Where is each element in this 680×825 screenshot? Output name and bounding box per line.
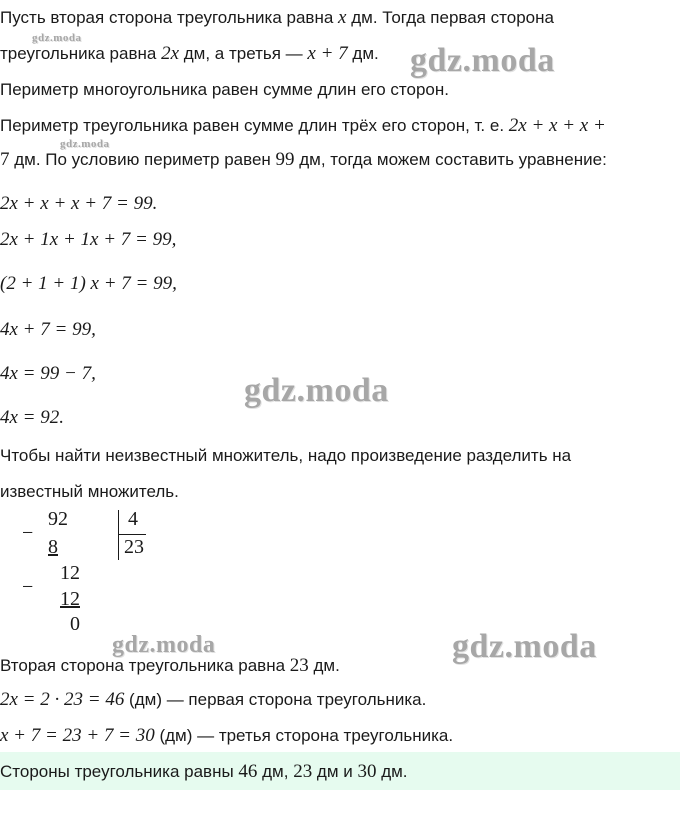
text-line-10 [0,726,453,746]
math-num: 46 [238,761,258,782]
equation-1: 2x + x + x + 7 = 99. [0,193,158,214]
text: дм, [257,762,294,781]
math-num: 30 [357,761,377,782]
text-line-3: Периметр многоугольника равен сумме длин его сторон. [0,80,449,99]
equation-6: 4x = 92. [0,407,65,428]
dividend: 92 [48,508,68,530]
text-line-6: Чтобы найти неизвестный множитель, надо произведение разделить на [0,446,572,465]
watermark-big: gdz.moda [244,372,389,409]
math-num: 23 [293,761,313,782]
subtrahend-2: 12 [60,588,80,610]
text: треугольника равна [0,44,162,63]
text: (дм) — первая сторона треугольника. [124,690,427,709]
text: Периметр треугольника равен сумме длин трёх его сторон, т. е. [0,116,509,135]
watermark-small: gdz.moda [32,32,82,44]
math-expr: x + 7 [307,43,348,64]
watermark-medium: gdz.moda [112,632,216,658]
text: дм. По условию периметр равен [9,150,276,169]
text: (дм) — третья сторона треугольника. [154,726,454,745]
text-line-2 [0,44,379,64]
math-expr: 2x + x + x + [508,115,606,136]
text-line-7: известный множитель. [0,482,179,501]
text-line-4 [0,116,606,136]
text: Пусть вторая сторона треугольника равна [0,8,339,27]
text: дм. Тогда первая сторона [346,8,554,27]
text-line-9 [0,690,426,710]
quotient: 23 [124,536,144,558]
text: Вторая сторона треугольника равна [0,656,290,675]
watermark-small: gdz.moda [60,138,110,150]
math-num: 99 [275,149,295,170]
text: дм, тогда можем составить уравнение: [294,150,607,169]
math-num: 23 [289,655,309,676]
division-bar [118,510,119,560]
text: Стороны треугольника равны [0,762,239,781]
equation-3: (2 + 1 + 1) x + 7 = 99, [0,273,177,294]
watermark-big: gdz.moda [452,628,597,665]
text: дм. [308,656,340,675]
equation-4: 4x + 7 = 99, [0,319,96,340]
quotient-line [118,534,146,535]
equation-2: 2x + 1x + 1x + 7 = 99, [0,229,177,250]
math-var: x [338,7,347,28]
math-expr: x + 7 = 23 + 7 = 30 [0,725,155,746]
text: дм. [347,44,379,63]
answer-line [0,762,408,782]
math-expr: 2x = 2 · 23 = 46 [0,689,125,710]
minus-sign: − [22,522,34,544]
remainder-final: 0 [70,613,80,635]
equation-5: 4x = 99 − 7, [0,363,96,384]
subtrahend-1: 8 [48,536,58,558]
divisor: 4 [128,508,138,530]
watermark-big: gdz.moda [410,42,555,79]
math-expr: 7 [0,149,10,170]
text: дм. [376,762,408,781]
text-line-5 [0,150,607,170]
remainder-1: 12 [60,562,80,584]
math-expr: 2x [161,43,180,64]
text-line-1 [0,8,554,28]
text: дм, а третья — [179,44,308,63]
text: дм и [312,762,358,781]
text-line-8 [0,656,340,676]
minus-sign: − [22,576,34,598]
